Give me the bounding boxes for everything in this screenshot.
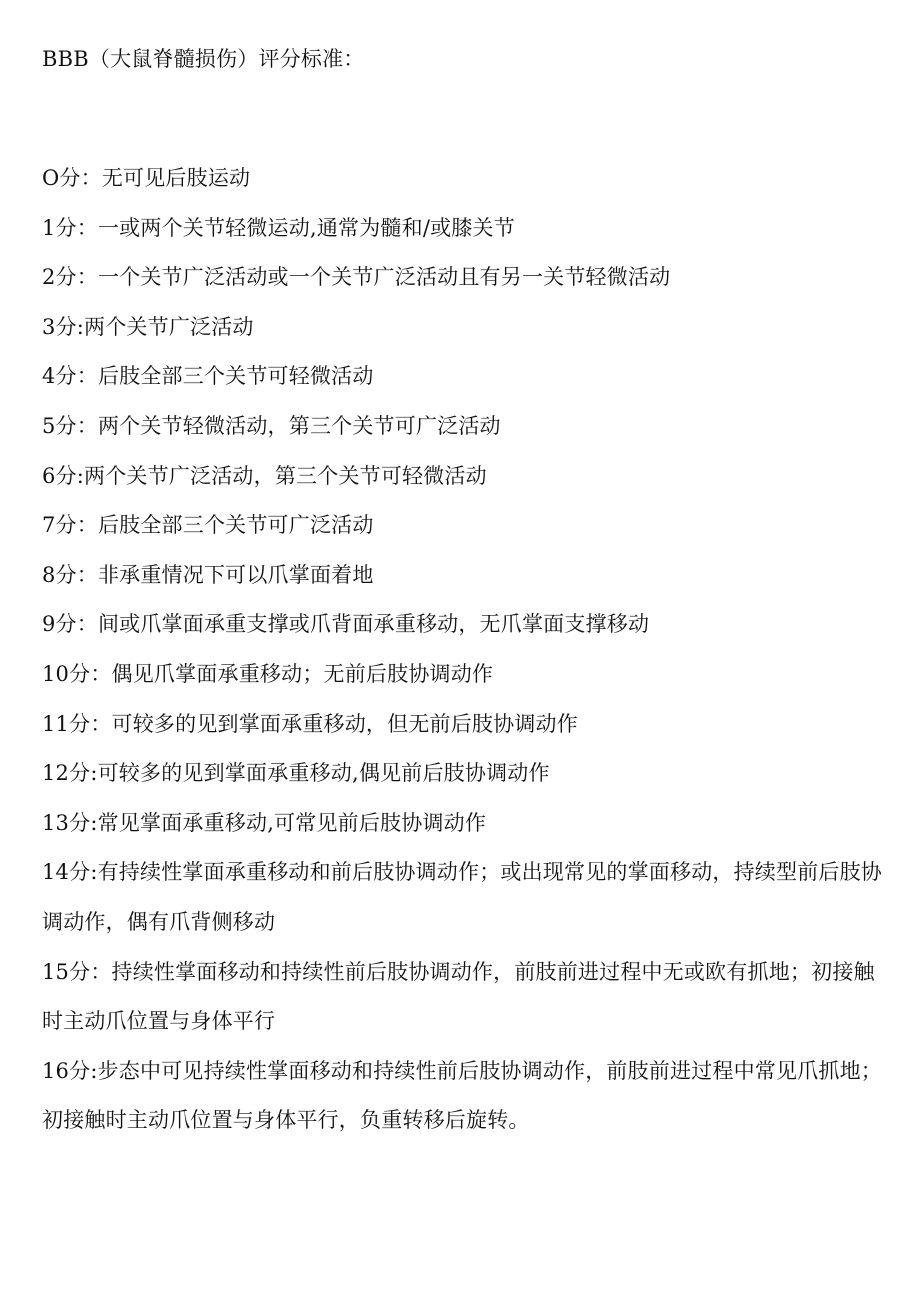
score-item: 16分:步态中可见持续性掌面移动和持续性前后肢协调动作，前肢前进过程中常见爪抓地；初接触时主动爪位置与身体平行，负重转移后旋转。 [42, 1058, 882, 1133]
score-item: 9分：间或爪掌面承重支撑或爪背面承重移动，无爪掌面支撑移动 [42, 612, 650, 637]
score-item: 13分:常见掌面承重移动,可常见前后肢协调动作 [42, 810, 487, 835]
score-item: 5分：两个关节轻微活动，第三个关节可广泛活动 [42, 413, 501, 438]
score-item: 10分：偶见爪掌面承重移动；无前后肢协调动作 [42, 661, 494, 686]
score-item: 1分：一或两个关节轻微运动,通常为髓和/或膝关节 [42, 215, 515, 240]
score-item: 14分:有持续性掌面承重移动和前后肢协调动作；或出现常见的掌面移动，持续型前后肢协调动作，偶有爪背侧移动 [42, 860, 882, 934]
document-title: BBB（大鼠脊髓损伤）评分标准： [42, 47, 365, 71]
document-body [42, 43, 882, 1146]
score-item: 7分：后肢全部三个关节可广泛活动 [42, 513, 374, 538]
score-item: 4分：后肢全部三个关节可轻微活动 [42, 364, 374, 389]
score-item: 12分:可较多的见到掌面承重移动,偶见前后肢协调动作 [42, 761, 550, 786]
score-item: 3分:两个关节广泛活动 [42, 314, 254, 339]
score-list [42, 154, 882, 1146]
score-item: O分：无可见后肢运动 [42, 166, 251, 190]
score-item: 11分：可较多的见到掌面承重移动，但无前后肢协调动作 [42, 711, 578, 736]
score-item: 8分：非承重情况下可以爪掌面着地 [42, 562, 374, 587]
score-item: 2分：一个关节广泛活动或一个关节广泛活动且有另一关节轻微活动 [42, 265, 671, 290]
score-item: 6分:两个关节广泛活动，第三个关节可轻微活动 [42, 463, 487, 488]
blank-space [42, 76, 882, 154]
score-item: 15分：持续性掌面移动和持续性前后肢协调动作，前肢前进过程中无或欧有抓地；初接触时主动爪位置与身体平行 [42, 959, 875, 1034]
